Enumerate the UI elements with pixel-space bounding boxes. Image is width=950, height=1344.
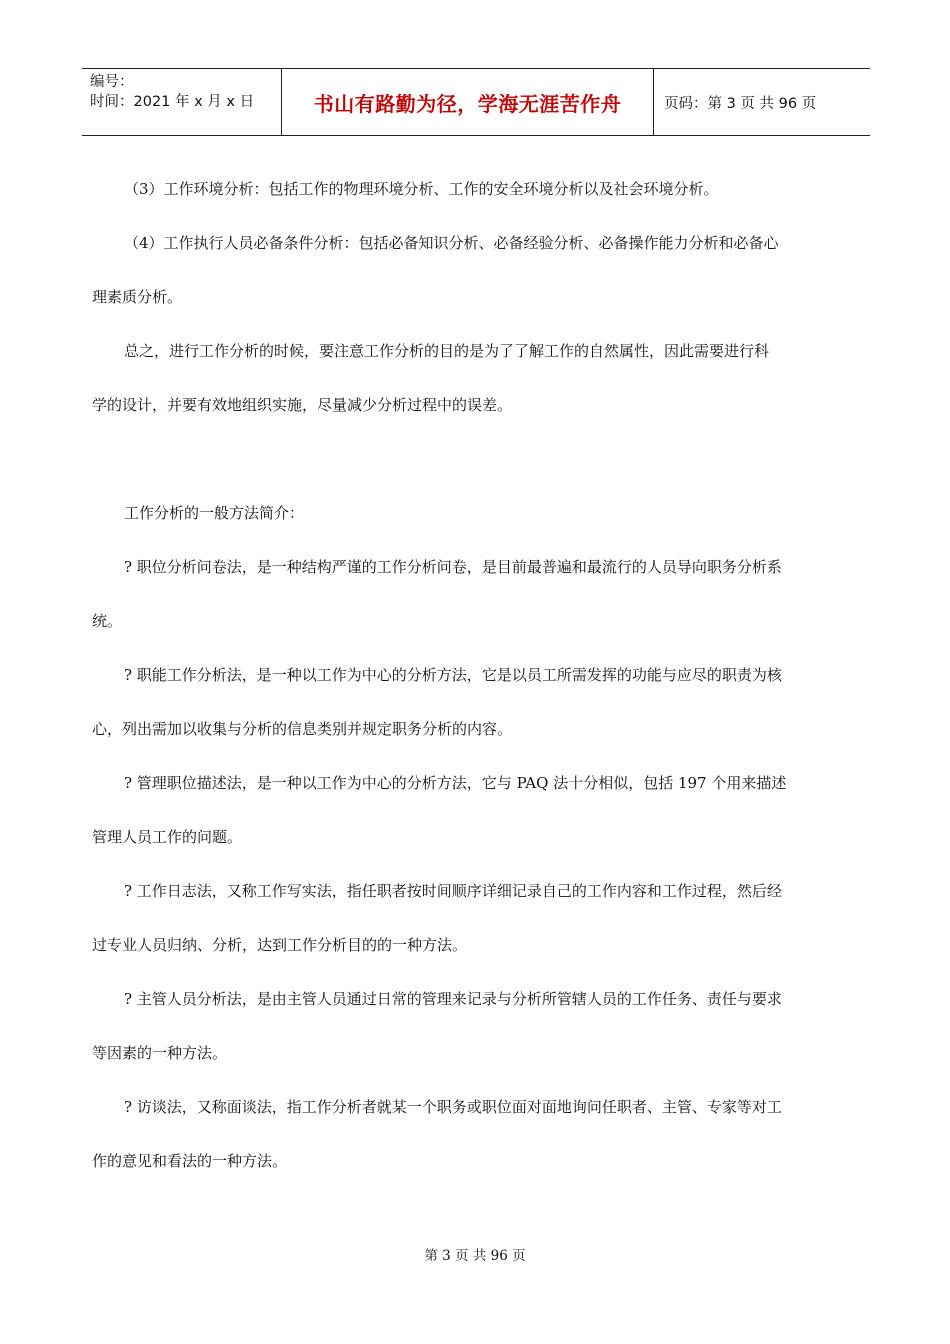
list-item-paq [92, 540, 860, 648]
paragraph-line: ? 工作日志法，又称工作写实法，指任职者按时间顺序详细记录自己的工作内容和工作过程，然后经 [124, 882, 782, 900]
header-page-cell [654, 69, 870, 135]
paragraph-line: （3）工作环境分析：包括工作的物理环境分析、工作的安全环境分析以及社会环境分析。 [124, 180, 719, 198]
section-heading-methods [92, 486, 860, 540]
paragraph-line: ? 职能工作分析法，是一种以工作为中心的分析方法，它是以员工所需发挥的功能与应尽的职责为核 [124, 666, 782, 684]
header-motto: 书山有路勤为径，学海无涯苦作舟 [313, 91, 622, 116]
paragraph-line: 作的意见和看法的一种方法。 [92, 1152, 288, 1170]
document-time-label: 时间：2021 年 x 月 x 日 [90, 94, 255, 110]
list-item-supervisor-analysis [92, 972, 860, 1080]
paragraph-line: ? 主管人员分析法，是由主管人员通过日常的管理来记录与分析所管辖人员的工作任务、责任与要求 [124, 990, 782, 1008]
paragraph-line: 工作分析的一般方法简介： [124, 504, 305, 522]
paragraph-summary [92, 324, 860, 432]
list-item-interview [92, 1080, 860, 1188]
list-item-work-log [92, 864, 860, 972]
paragraph-line: 过专业人员归纳、分析，达到工作分析目的的一种方法。 [92, 936, 468, 954]
paragraph-work-environment [92, 162, 860, 216]
paragraph-line: 理素质分析。 [92, 288, 183, 306]
paragraph-line: 统。 [92, 612, 123, 630]
paragraph-line: 总之，进行工作分析的时候，要注意工作分析的目的是为了了解工作的自然属性，因此需要进行科 [124, 342, 770, 360]
header-page-label: 页码：第 3 页 共 96 页 [664, 95, 817, 112]
paragraph-line: 心，列出需加以收集与分析的信息类别并规定职务分析的内容。 [92, 720, 513, 738]
list-item-management-position-description [92, 756, 860, 864]
paragraph-line: 学的设计，并要有效地组织实施，尽量减少分析过程中的误差。 [92, 396, 513, 414]
document-number-label: 编号： [90, 74, 134, 90]
paragraph-line: 管理人员工作的问题。 [92, 828, 243, 846]
paragraph-line: ? 访谈法，又称面谈法，指工作分析者就某一个职务或职位面对面地询问任职者、主管、专家等对工 [124, 1098, 782, 1116]
list-item-functional-job-analysis [92, 648, 860, 756]
paragraph-line: ? 管理职位描述法，是一种以工作为中心的分析方法，它与 PAQ 法十分相似，包括 197 个用来描述 [124, 774, 787, 792]
footer-page-number: 第 3 页 共 96 页 [424, 1248, 526, 1264]
spacer [92, 432, 860, 486]
header-motto-cell [282, 69, 654, 135]
paragraph-line: 等因素的一种方法。 [92, 1044, 228, 1062]
paragraph-line: ? 职位分析问卷法，是一种结构严谨的工作分析问卷，是目前最普遍和最流行的人员导向职务分析系 [124, 558, 782, 576]
header-left-cell [82, 69, 282, 135]
paragraph-personnel-requirements [92, 216, 860, 324]
document-body [92, 162, 860, 1188]
page-footer [0, 1244, 950, 1264]
header-table [82, 68, 870, 136]
paragraph-line: （4）工作执行人员必备条件分析：包括必备知识分析、必备经验分析、必备操作能力分析和必备心 [124, 234, 779, 252]
